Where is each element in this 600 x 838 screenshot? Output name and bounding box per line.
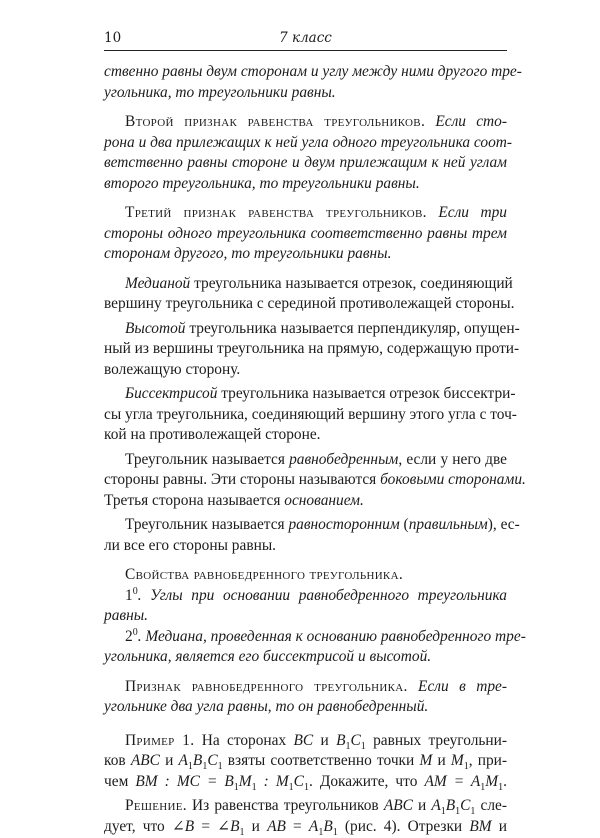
heading-third-criterion: Третий признак равенства треугольников. (125, 204, 427, 221)
paragraph-third-criterion: Третий признак равенства треугольников. Если три стороны одного треугольника соответственно равны трем сторонам другого, то треугольники равны. (104, 204, 508, 262)
page-number: 10 (104, 30, 122, 46)
heading-properties: Свойства равнобедренного треугольника. (125, 566, 403, 583)
term-altitude: Высотой (125, 319, 186, 337)
example-label: Пример 1. (125, 731, 195, 749)
properties-block: Свойства равнобедренного треугольника. $1^0$. Углы при основании равнобедренного треугольника равны. $2^0$. Медиана, проведенная к основанию равнобедренного тре- угольника, является его биссектрисой и высотой. (104, 566, 526, 665)
heading-second-criterion: Второй признак равенства треугольников. (125, 113, 426, 130)
paragraph-isosceles-definition: Треугольник называется равнобедренным, если у него две стороны равны. Эти стороны называются боковыми сторонами. Третья сторона называется основанием. (104, 450, 526, 509)
solution-label: Решение. (125, 797, 187, 814)
paragraph-theorem-1-end: ственно равны двум сторонам и углу между ними другого тре- угольника, то треугольники равны. (104, 63, 522, 101)
term-median: Медианой (125, 274, 191, 292)
solution-1: Решение. Из равенства треугольников ABC и $A_1B_1C_1$ сле- дует, что ∠B = $\angle B_1$ и AB = $A_1B_1$ (рис. 4). Отрезки BM и (104, 797, 507, 838)
paragraph-equilateral-definition: Треугольник называется равносторонним (правильным), ес- ли все его стороны равны. (104, 516, 520, 554)
paragraph-second-criterion: Второй признак равенства треугольников. Если сто- рона и два прилежащих к ней угла одного треугольника соот- ветственно равны стороне и двум прилежащим к ней углам второго треугольника, то треугольники равны. (104, 113, 513, 192)
paragraph-median-definition: Медианой треугольника называется отрезок, соединяющий вершину треугольника с серединой противолежащей стороны. (104, 274, 515, 312)
page-header (104, 28, 507, 51)
running-head: 7 класс (279, 30, 332, 46)
term-bisector: Биссектрисой (125, 385, 218, 402)
heading-isosceles-criterion: Признак равнобедренного треугольника. (125, 677, 408, 695)
paragraph-altitude-definition: Высотой треугольника называется перпендикуляр, опущен- ный из вершины треугольника на прямую, содержащую проти- волежащую сторону. (104, 319, 520, 378)
page-body (104, 62, 526, 838)
paragraph-isosceles-criterion: Признак равнобедренного треугольника. Если в тре- угольнике два угла равны, то он равнобедренный. (104, 677, 507, 715)
example-1: Пример 1. На сторонах BC и $B_1C_1$ равных треугольни- ков ABC и $A_1B_1C_1$ взяты соответственно точки M и $M_1$, при- чем BM : MC = $B_1M_1$ : $M_1C_1$. Докажите, что AM = $A_1M_1$. (104, 731, 508, 793)
paragraph-bisector-definition: Биссектрисой треугольника называется отрезок биссектри- сы угла треугольника, соединяющий вершину этого угла с точ- кой на противолежащей стороне. (104, 385, 517, 443)
